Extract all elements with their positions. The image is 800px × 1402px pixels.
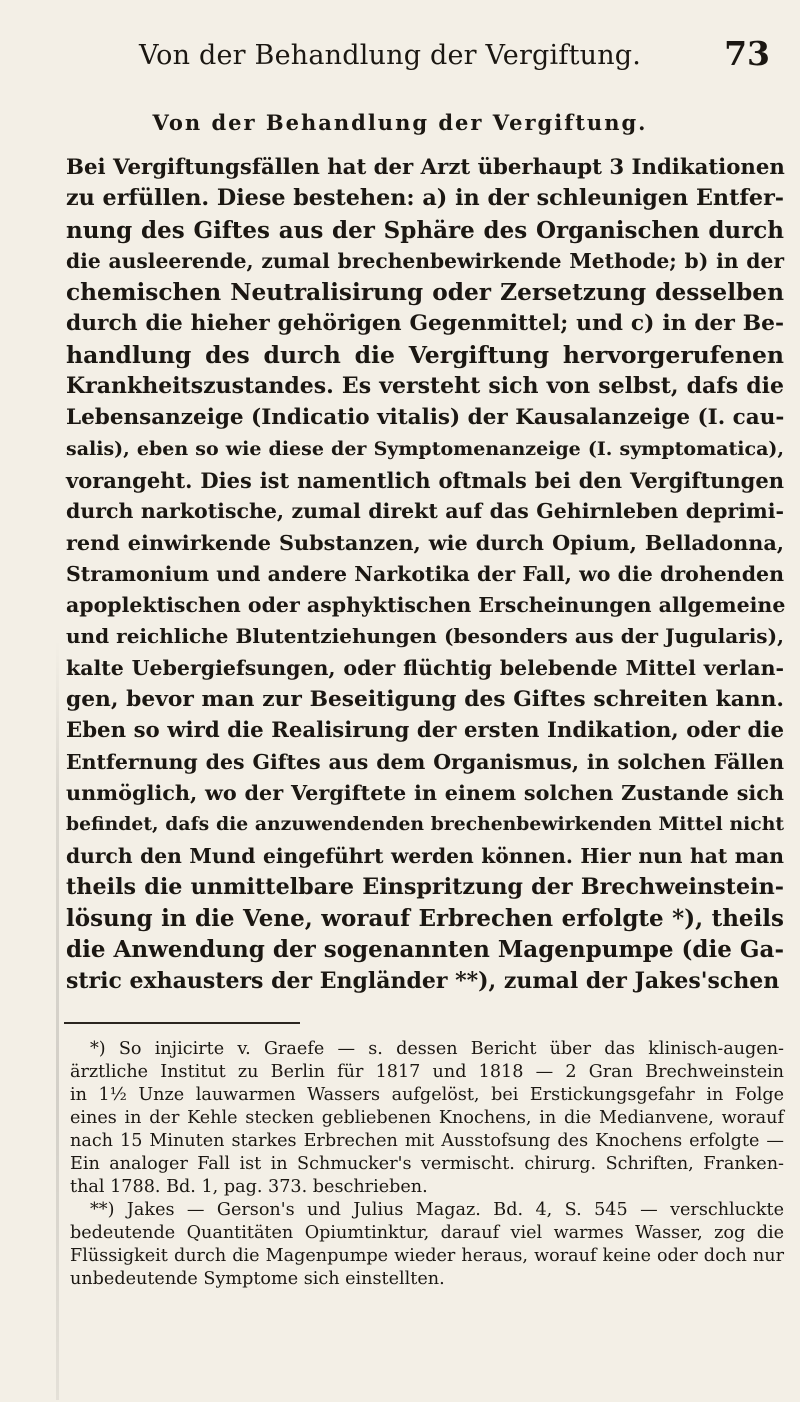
body-line: und reichliche Blutentziehungen (besonders aus der Jugularis), (66, 624, 784, 649)
gutter-shadow (56, 640, 59, 1400)
body-line: handlung des durch die Vergiftung hervorgerufenen (66, 340, 784, 369)
body-text (66, 152, 784, 997)
body-line: Bei Vergiftungsfällen hat der Arzt überhaupt 3 Indikationen (66, 155, 785, 180)
footnotes (70, 1038, 784, 1291)
footnote-line: Ein analoger Fall ist in Schmucker's vermischt. chirurg. Schriften, Franken- (70, 1154, 784, 1174)
body-line: befindet, dafs die anzuwendenden brechenbewirkenden Mittel nicht (66, 813, 784, 836)
body-line: nung des Giftes aus der Sphäre des Organischen durch (66, 216, 784, 244)
section-title: Von der Behandlung der Vergiftung. (152, 110, 648, 135)
footnote-line: nach 15 Minuten starkes Erbrechen mit Ausstofsung des Knochens erfolgte — (70, 1131, 784, 1151)
footnote-line: **) Jakes — Gerson's und Julius Magaz. Bd. 4, S. 545 — verschluckte (90, 1200, 784, 1220)
body-line: die ausleerende, zumal brechenbewirkende Methode; b) in der (66, 248, 784, 273)
body-line: kalte Uebergiefsungen, oder flüchtig belebende Mittel verlan- (66, 655, 784, 680)
footnote-line: *) So injicirte v. Graefe — s. dessen Bericht über das klinisch-augen- (90, 1039, 784, 1059)
footnote-divider (64, 1022, 300, 1024)
body-line: chemischen Neutralisirung oder Zersetzung desselben (66, 279, 784, 307)
footnote-line: in 1½ Unze lauwarmen Wassers aufgelöst, bei Erstickungsgefahr in Folge (70, 1085, 784, 1105)
body-line: Entfernung des Giftes aus dem Organismus, in solchen Fällen (66, 749, 784, 774)
body-line: stric exhausters der Engländer **), zumal der Jakes'schen (66, 967, 780, 994)
footnote-line: thal 1788. Bd. 1, pag. 373. beschrieben. (70, 1177, 428, 1197)
body-line: vorangeht. Dies ist namentlich oftmals bei den Vergiftungen (66, 467, 784, 493)
body-line: Krankheitszustandes. Es versteht sich von selbst, dafs die (66, 373, 784, 400)
body-line: salis), eben so wie diese der Symptomenanzeige (I. symptomatica), (66, 437, 784, 460)
body-line: apoplektischen oder asphyktischen Erscheinungen allgemeine (66, 593, 786, 618)
body-line: Eben so wird die Realisirung der ersten Indikation, oder die (66, 718, 784, 744)
footnote-line: ärztliche Institut zu Berlin für 1817 und 1818 — 2 Gran Brechweinstein (70, 1062, 784, 1082)
body-line: Stramonium und andere Narkotika der Fall, wo die drohenden (66, 561, 784, 586)
body-line: durch narkotische, zumal direkt auf das Gehirnleben deprimi- (66, 499, 784, 524)
body-line: die Anwendung der sogenannten Magenpumpe (die Ga- (66, 936, 784, 964)
body-line: unmöglich, wo der Vergiftete in einem solchen Zustande sich (66, 780, 784, 805)
page-number: 73 (724, 34, 770, 73)
body-line: rend einwirkende Substanzen, wie durch Opium, Belladonna, (66, 530, 784, 555)
body-line: Lebensanzeige (Indicatio vitalis) der Kausalanzeige (I. cau- (66, 405, 785, 431)
body-line: durch den Mund eingeführt werden können. Hier nun hat man (66, 843, 784, 868)
footnote-line: eines in der Kehle stecken gebliebenen Knochens, in die Medianvene, worauf (70, 1108, 784, 1128)
body-line: gen, bevor man zur Beseitigung des Giftes schreiten kann. (66, 687, 784, 713)
footnote-line: Flüssigkeit durch die Magenpumpe wieder heraus, worauf keine oder doch nur (70, 1246, 784, 1266)
body-line: lösung in die Vene, worauf Erbrechen erfolgte *), theils (66, 905, 784, 933)
body-line: zu erfüllen. Diese bestehen: a) in der schleunigen Entfer- (66, 185, 785, 212)
running-head (0, 22, 800, 82)
footnote-line: unbedeutende Symptome sich einstellten. (70, 1269, 445, 1289)
body-line: durch die hieher gehörigen Gegenmittel; und c) in der Be- (66, 311, 784, 337)
running-head-title: Von der Behandlung der Vergiftung. (138, 40, 642, 71)
footnote-line: bedeutende Quantitäten Opiumtinktur, darauf viel warmes Wasser, zog die (70, 1223, 784, 1243)
body-line: theils die unmittelbare Einspritzung der Brechweinstein- (66, 873, 784, 900)
